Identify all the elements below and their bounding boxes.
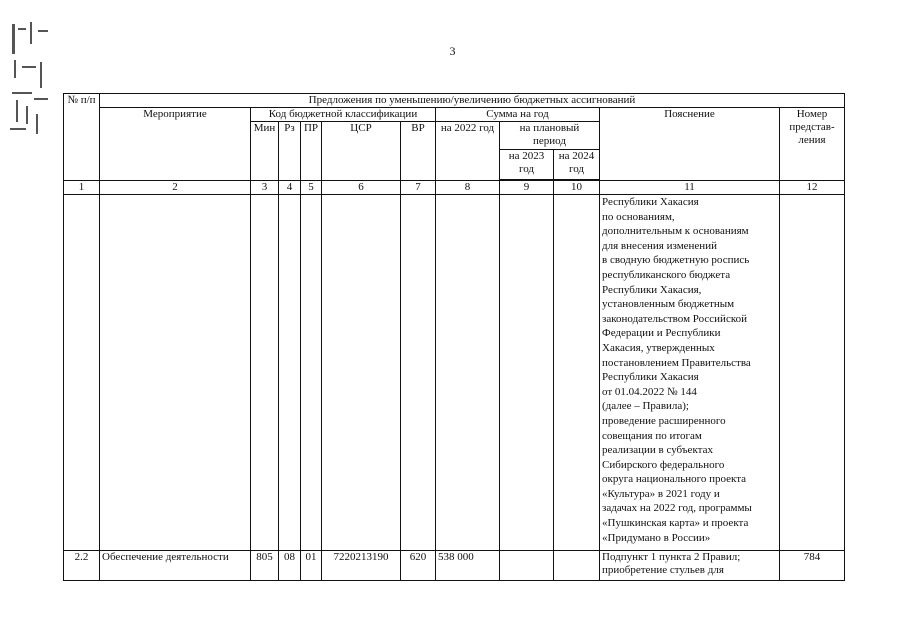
header-proposals: Предложения по уменьшению/увеличению бюджетных ассигнований — [100, 94, 845, 108]
col-number: 2 — [100, 181, 251, 195]
cell-vr — [401, 195, 436, 551]
header-budget-code: Код бюджетной классификации — [251, 108, 436, 122]
header-y2022: на 2022 год — [436, 122, 500, 181]
cell-min — [251, 195, 279, 551]
col-number: 12 — [780, 181, 845, 195]
col-number: 1 — [64, 181, 100, 195]
header-num: № п/п — [64, 94, 100, 181]
header-csr: ЦСР — [322, 122, 401, 181]
col-number: 4 — [279, 181, 301, 195]
header-rz: Рз — [279, 122, 301, 181]
table-row — [64, 195, 845, 551]
budget-table — [63, 93, 845, 581]
col-number: 3 — [251, 181, 279, 195]
header-y2024: на 2024 год — [554, 150, 600, 180]
cell-explanation: Подпункт 1 пункта 2 Правил; приобретение стульев для — [600, 551, 780, 581]
col-number: 7 — [401, 181, 436, 195]
col-number: 9 — [500, 181, 554, 195]
cell-y2023 — [500, 551, 554, 581]
cell-pr: 01 — [301, 551, 322, 581]
header-y2023: на 2023 год — [500, 150, 554, 180]
cell-rz: 08 — [279, 551, 301, 581]
cell-pr — [301, 195, 322, 551]
column-number-row — [64, 181, 845, 195]
cell-y2022: 538 000 — [436, 551, 500, 581]
cell-rep-number: 784 — [780, 551, 845, 581]
col-number: 6 — [322, 181, 401, 195]
col-number: 11 — [600, 181, 780, 195]
page-number: 3 — [449, 44, 456, 58]
header-pr: ПР — [301, 122, 322, 181]
stamp-mark — [8, 20, 52, 138]
header-sum-year: Сумма на год — [436, 108, 600, 122]
cell-y2024 — [554, 195, 600, 551]
cell-num: 2.2 — [64, 551, 100, 581]
cell-rep-number — [780, 195, 845, 551]
cell-explanation: Республики Хакасия по основаниям, дополнительным к основаниям для внесения изменений в сводную бюджетную роспись республиканского бюджета Республики Хакасия, установленным бюджетным законодательством Российской Федерации и Республики Хакасия, утвержденных постановлением Правительства Республики Хакасия от 01.04.2022 № 144 (далее – Правила); проведение расширенного совещания по итогам реализации в субъектах Сибирского федерального округа национального проекта «Культура» в 2021 году и задачах на 2022 год, программы «Пушкинская карта» и проекта «Придумано в России» — [600, 195, 780, 551]
cell-rz — [279, 195, 301, 551]
cell-csr — [322, 195, 401, 551]
header-plan-period: на плановый период — [500, 122, 600, 150]
col-number: 8 — [436, 181, 500, 195]
cell-y2024 — [554, 551, 600, 581]
cell-num — [64, 195, 100, 551]
header-event: Мероприятие — [100, 108, 251, 181]
header-min: Мин — [251, 122, 279, 181]
cell-min: 805 — [251, 551, 279, 581]
header-vr: ВР — [401, 122, 436, 181]
cell-event — [100, 195, 251, 551]
table-row — [64, 551, 845, 581]
col-number: 5 — [301, 181, 322, 195]
cell-y2022 — [436, 195, 500, 551]
header-rep-number: Номер представ-ления — [780, 108, 845, 181]
cell-csr: 7220213190 — [322, 551, 401, 581]
header-explanation: Пояснение — [600, 108, 780, 181]
col-number: 10 — [554, 181, 600, 195]
cell-y2023 — [500, 195, 554, 551]
cell-vr: 620 — [401, 551, 436, 581]
cell-event: Обеспечение деятельности — [100, 551, 251, 581]
